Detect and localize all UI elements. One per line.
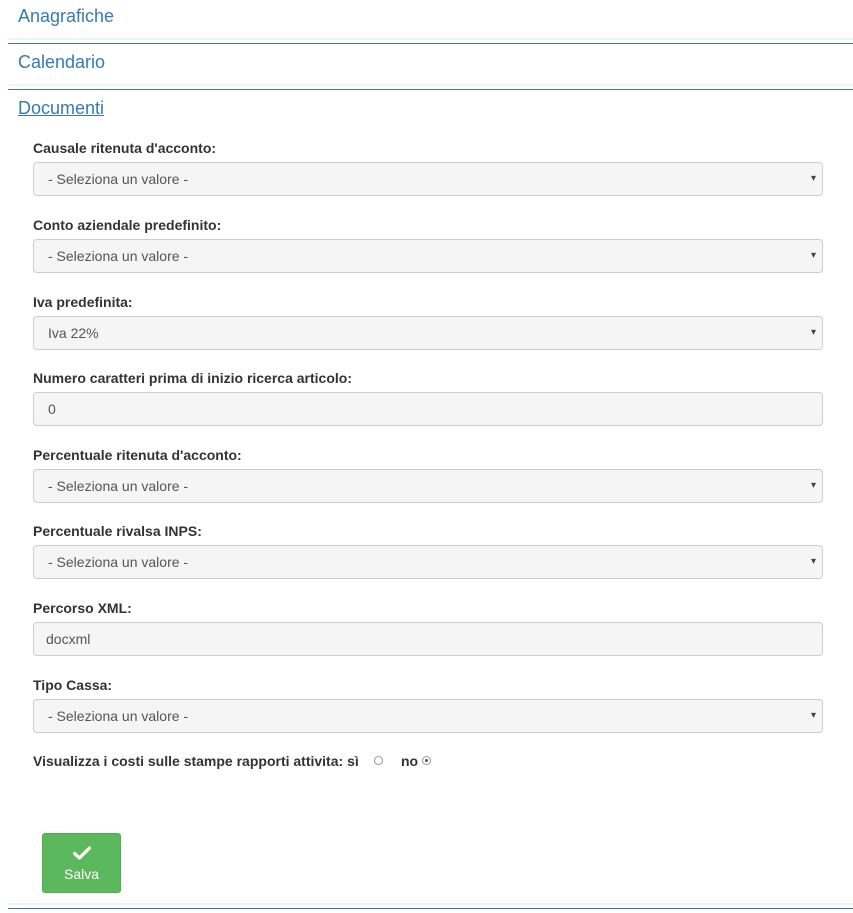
causale-value: - Seleziona un valore - [48, 171, 189, 187]
chevron-down-icon: ▾ [810, 250, 816, 261]
tipo-cassa-value: - Seleziona un valore - [48, 708, 189, 724]
percorso-xml-label: Percorso XML: [33, 600, 132, 616]
radio-si[interactable] [374, 756, 383, 765]
visualizza-costi-text: Visualizza i costi sulle stampe rapporti attivita: [33, 753, 344, 769]
conto-label: Conto aziendale predefinito: [33, 217, 222, 233]
section-documenti-label: Documenti [18, 98, 105, 118]
percorso-xml-input[interactable] [33, 622, 823, 656]
numero-caratteri-label: Numero caratteri prima di inizio ricerca articolo: [33, 370, 352, 386]
check-icon [73, 846, 91, 860]
chevron-down-icon: ▾ [810, 710, 816, 721]
tipo-cassa-label: Tipo Cassa: [33, 677, 113, 693]
conto-select[interactable] [33, 239, 823, 273]
causale-select[interactable] [33, 162, 823, 196]
rivalsa-inps-value: - Seleziona un valore - [48, 554, 189, 570]
divider [8, 903, 853, 905]
tipo-cassa-select[interactable] [33, 699, 823, 733]
radio-no[interactable] [422, 756, 431, 765]
save-button-label: Salva [63, 866, 100, 882]
chevron-down-icon: ▾ [810, 480, 816, 491]
section-anagrafiche[interactable] [8, 7, 853, 25]
divider [8, 908, 853, 909]
conto-value: - Seleziona un valore - [48, 248, 189, 264]
visualizza-costi-label [33, 753, 359, 769]
chevron-down-icon: ▾ [810, 556, 816, 567]
divider [8, 38, 853, 40]
percentuale-ritenuta-label: Percentuale ritenuta d'acconto: [33, 447, 242, 463]
divider [8, 43, 853, 44]
iva-value: Iva 22% [48, 325, 99, 341]
percentuale-ritenuta-value: - Seleziona un valore - [48, 478, 189, 494]
rivalsa-inps-select[interactable] [33, 545, 823, 579]
chevron-down-icon: ▾ [810, 173, 816, 184]
radio-no-label: no [401, 753, 419, 769]
percentuale-ritenuta-select[interactable] [33, 469, 823, 503]
chevron-down-icon: ▾ [810, 327, 816, 338]
percorso-xml-value: docxml [46, 631, 91, 647]
section-documenti[interactable] [8, 99, 853, 117]
section-calendario[interactable] [8, 53, 853, 71]
causale-label: Causale ritenuta d'acconto: [33, 140, 217, 156]
section-calendario-label: Calendario [18, 52, 106, 72]
numero-caratteri-input[interactable] [33, 392, 823, 426]
save-button[interactable] [42, 833, 121, 893]
section-anagrafiche-label: Anagrafiche [18, 6, 115, 26]
rivalsa-inps-label: Percentuale rivalsa INPS: [33, 523, 202, 539]
numero-caratteri-value: 0 [48, 401, 56, 417]
divider [8, 89, 853, 90]
radio-si-label: sì [347, 753, 359, 769]
iva-select[interactable] [33, 316, 823, 350]
divider [8, 84, 853, 86]
iva-label: Iva predefinita: [33, 294, 133, 310]
